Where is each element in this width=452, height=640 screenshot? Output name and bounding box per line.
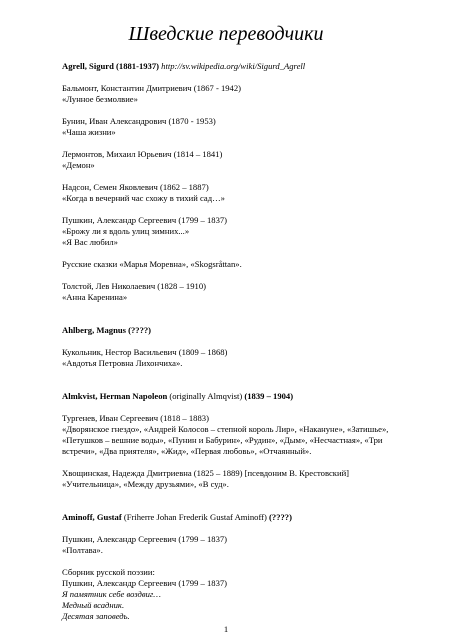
author-line: Бунин, Иван Александрович (1870 - 1953) [62, 116, 216, 126]
work-line: «Чаша жизни» [62, 127, 116, 137]
translator-years: (????) [269, 512, 292, 522]
section-heading-almkvist [62, 391, 293, 402]
translator-years: (1881-1937) [113, 61, 162, 71]
work-line: «Авдотья Петровна Лихончиха». [62, 358, 183, 368]
author-line: Пушкин, Александр Сергеевич (1799 – 1837) [62, 578, 228, 588]
poem-title: Я памятник себе воздвиг… [62, 589, 161, 599]
translator-name: Agrell, Sigurd [62, 61, 114, 71]
translator-name: Almkvist, Herman Napoleon [62, 391, 168, 401]
work-line: «Петушков – вешние воды», «Пунин и Бабурин», «Рудин», «Дым», «Несчастная», «Три [62, 435, 383, 445]
author-line: Бальмонт, Константин Дмитриевич (1867 - 1942) [62, 83, 242, 93]
author-line: Пушкин, Александр Сергеевич (1799 – 1837) [62, 215, 228, 225]
collection-line: Сборник русской поэзии: [62, 567, 155, 577]
work-line: «Дворянское гнездо», «Андрей Колосов – степной король Лир», «Накануне», «Затишье», [62, 424, 389, 434]
author-line: Тургенев, Иван Сергеевич (1818 – 1883) [62, 413, 209, 423]
work-line: встречи», «Два приятеля», «Жид», «Первая любовь», «Отчаянный». [62, 446, 312, 456]
author-line: Пушкин, Александр Сергеевич (1799 – 1837) [62, 534, 228, 544]
translator-note: (originally Almqvist) [167, 391, 245, 401]
poem-title: Десятая заповедь. [62, 611, 130, 621]
work-line: «Лунное безмолвие» [62, 94, 138, 104]
author-line: Надсон, Семен Яковлевич (1862 – 1887) [62, 182, 209, 192]
poem-title: Медный всадник. [62, 600, 125, 610]
author-line: Хвощинская, Надежда Дмитриевна (1825 – 1889) [псевдоним В. Крестовский] [62, 468, 350, 478]
page-title: Шведские переводчики [128, 23, 324, 45]
author-line: Толстой, Лев Николаевич (1828 – 1910) [62, 281, 206, 291]
section-heading-agrell [62, 61, 305, 72]
section-heading-ahlberg [62, 325, 151, 336]
author-line: Лермонтов, Михаил Юрьевич (1814 – 1841) [62, 149, 223, 159]
work-line: «Брожу ли я вдоль улиц зимних...» [62, 226, 190, 236]
work-line: «Учительница», «Между друзьями», «В суд». [62, 479, 229, 489]
wiki-link[interactable]: http://sv.wikipedia.org/wiki/Sigurd_Agrell [161, 61, 306, 71]
work-line: Русские сказки «Марья Моревна», «Skogsråttan». [62, 259, 242, 269]
translator-name: Aminoff, Gustaf [62, 512, 122, 522]
work-line: «Анна Каренина» [62, 292, 128, 302]
section-heading-aminoff [62, 512, 292, 523]
page-number: 1 [223, 624, 229, 634]
translator-note: (Friherre Johan Frederik Gustaf Aminoff) [121, 512, 270, 522]
work-line: «Полтава». [62, 545, 103, 555]
translator-years: (1839 – 1904) [244, 391, 294, 401]
work-line: «Демон» [62, 160, 95, 170]
work-line: «Я Вас любил» [62, 237, 118, 247]
translator-years: (????) [125, 325, 152, 335]
translator-name: Ahlberg, Magnus [62, 325, 126, 335]
author-line: Кукольник, Нестор Васильевич (1809 – 1868) [62, 347, 228, 357]
work-line: «Когда в вечерний час схожу в тихий сад…» [62, 193, 225, 203]
